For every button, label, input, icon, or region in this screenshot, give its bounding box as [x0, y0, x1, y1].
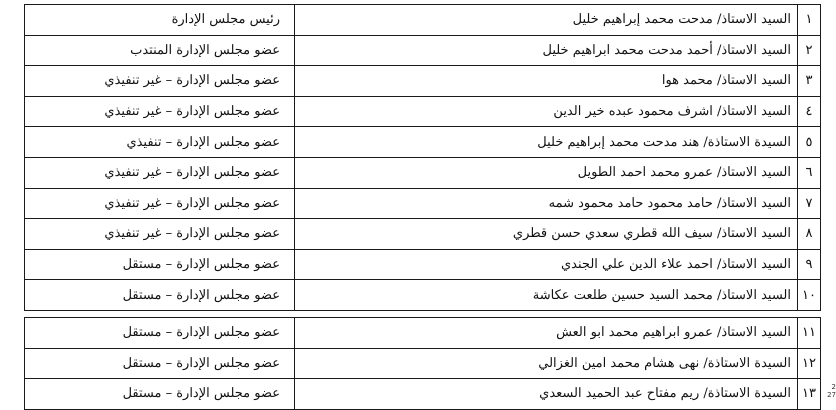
table-row	[25, 188, 821, 219]
member-name: السيد الاستاذ/ محمد السيد حسين طلعت عكاشة	[295, 280, 798, 311]
table-row	[25, 280, 821, 311]
table-row	[25, 35, 821, 66]
member-role: عضو مجلس الإدارة – مستقل	[25, 348, 295, 379]
table-row	[25, 249, 821, 280]
member-role: عضو مجلس الإدارة – مستقل	[25, 317, 295, 348]
member-role: عضو مجلس الإدارة – مستقل	[25, 280, 295, 311]
board-members-table	[24, 4, 821, 410]
member-role: عضو مجلس الإدارة – غير تنفيذي	[25, 188, 295, 219]
member-name: السيد الاستاذ/ سيف الله قطري سعدي حسن قطري	[295, 219, 798, 250]
row-number: ١	[798, 5, 821, 36]
row-number: ٣	[798, 66, 821, 97]
table-gap	[25, 310, 821, 317]
row-number: ١٠	[798, 280, 821, 311]
table-row	[25, 127, 821, 158]
row-number: ٩	[798, 249, 821, 280]
table-row	[25, 96, 821, 127]
member-name: السيدة الاستاذة/ ريم مفتاح عبد الحميد السعدي	[295, 379, 798, 410]
row-number: ٢	[798, 35, 821, 66]
member-name: السيد الاستاذ/ اشرف محمود عبده خير الدين	[295, 96, 798, 127]
row-number: ٨	[798, 219, 821, 250]
table-row	[25, 157, 821, 188]
table-row	[25, 348, 821, 379]
member-role: عضو مجلس الإدارة – غير تنفيذي	[25, 157, 295, 188]
member-name: السيد الاستاذ/ عمرو ابراهيم محمد ابو العش	[295, 317, 798, 348]
row-number: ٥	[798, 127, 821, 158]
row-number: ١١	[798, 317, 821, 348]
row-number: ١٣	[798, 379, 821, 410]
member-name: السيد الاستاذ/ حامد محمود حامد محمود شمه	[295, 188, 798, 219]
member-role: عضو مجلس الإدارة المنتدب	[25, 35, 295, 66]
table-row	[25, 317, 821, 348]
table-row	[25, 5, 821, 36]
edge-mark-1: 2	[831, 383, 836, 391]
member-name: السيد الاستاذ/ مدحت محمد إبراهيم خليل	[295, 5, 798, 36]
table-row	[25, 379, 821, 410]
row-number: ٦	[798, 157, 821, 188]
member-name: السيد الاستاذ/ عمرو محمد احمد الطويل	[295, 157, 798, 188]
member-role: عضو مجلس الإدارة – مستقل	[25, 379, 295, 410]
member-role: عضو مجلس الإدارة – تنفيذي	[25, 127, 295, 158]
member-role: رئيس مجلس الإدارة	[25, 5, 295, 36]
member-name: السيد الاستاذ/ احمد علاء الدين علي الجندي	[295, 249, 798, 280]
row-number: ٤	[798, 96, 821, 127]
member-role: عضو مجلس الإدارة – غير تنفيذي	[25, 96, 295, 127]
member-name: السيدة الاستاذة/ هند مدحت محمد إبراهيم خليل	[295, 127, 798, 158]
member-role: عضو مجلس الإدارة – غير تنفيذي	[25, 219, 295, 250]
edge-mark-2: 27	[827, 391, 836, 399]
table-row	[25, 219, 821, 250]
member-role: عضو مجلس الإدارة – غير تنفيذي	[25, 66, 295, 97]
member-name: السيد الاستاذ/ محمد هوا	[295, 66, 798, 97]
table-row	[25, 66, 821, 97]
row-number: ١٢	[798, 348, 821, 379]
member-name: السيد الاستاذ/ أحمد مدحت محمد ابراهيم خليل	[295, 35, 798, 66]
member-name: السيدة الاستاذة/ نهى هشام محمد امين الغزالي	[295, 348, 798, 379]
row-number: ٧	[798, 188, 821, 219]
member-role: عضو مجلس الإدارة – مستقل	[25, 249, 295, 280]
